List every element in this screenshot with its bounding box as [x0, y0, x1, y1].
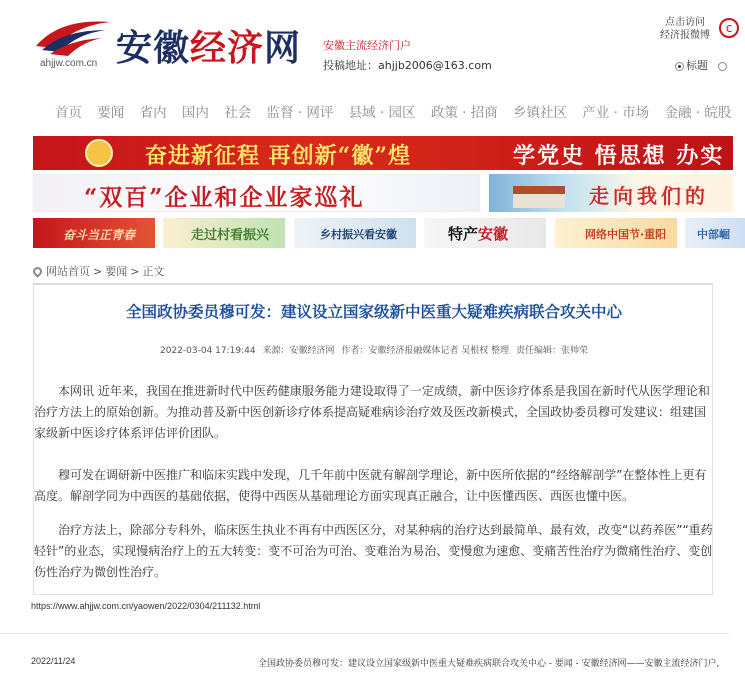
nav-item-finance[interactable]: 金融 · 皖股 [664, 105, 732, 121]
breadcrumb: 网站首页 > 要闻 > 正文 [33, 263, 167, 279]
breadcrumb-home[interactable]: 网站首页 [46, 265, 90, 278]
page-break-divider [0, 633, 729, 634]
banner-our-way[interactable] [489, 174, 733, 212]
nav-item-county[interactable]: 县域 · 园区 [348, 105, 416, 121]
nav-item-province[interactable]: 省内 [139, 105, 167, 121]
article-author: 作者：安徽经济报融媒体记者 吴根权 整理 [341, 346, 510, 356]
article-panel [33, 283, 713, 595]
print-page-title: 全国政协委员穆可发：建议设立国家级新中医重大疑难疾病联合攻关中心 - 要闻 - 安徽经济网——安徽主流经济门户, [258, 659, 720, 669]
nav-item-industry[interactable]: 产业 · 市场 [582, 105, 650, 121]
banner-enterprise-text: “双百”企业和企业家巡礼 [84, 184, 365, 211]
party-emblem-icon [85, 139, 113, 167]
weibo-icon[interactable]: c [719, 18, 739, 38]
location-pin-icon [31, 265, 44, 278]
topic-central-rise[interactable]: 中部崛 [685, 218, 745, 248]
weibo-link[interactable]: 点击访问 经济报微博 [660, 17, 710, 41]
article-editor: 责任编辑：张帅荣 [515, 346, 588, 356]
banner-party-history[interactable] [33, 136, 733, 170]
nav-item-news[interactable]: 要闻 [97, 105, 125, 121]
logo-title: 安徽经济网 [116, 27, 302, 69]
radio-title-icon[interactable] [675, 62, 684, 71]
topic-village-revival[interactable]: 走过村看振兴 [163, 218, 285, 248]
site-header [0, 0, 733, 88]
breadcrumb-section[interactable]: 要闻 [105, 265, 128, 278]
article-paragraph: 穆可发在调研新中医推广和临床实践中发现，几千年前中医就有解剖学理论，新中医所依据的“经络解剖学”在整体性上更有高度。解剖学同为中西医的基础依据，使得中西医从基础理论方面实现真正融合，让中医懂西医、西医也懂中医。 [34, 468, 707, 503]
search-type-selector[interactable] [675, 57, 729, 73]
banner-our-way-text: 走向我们的 [589, 184, 709, 208]
site-slogan: 安徽主流经济门户 [323, 39, 411, 52]
nav-item-home[interactable]: 首页 [55, 105, 82, 121]
banner-enterprise-tour[interactable] [33, 174, 480, 212]
site-logo[interactable] [30, 14, 320, 76]
topic-rural-anhui[interactable]: 乡村振兴看安徽 [294, 218, 416, 248]
banner-headline: 奋进新征程 再创新“徽”煌 [145, 143, 411, 169]
main-nav [55, 101, 742, 121]
nav-item-domestic[interactable]: 国内 [181, 105, 209, 121]
page-url: https://www.ahjjw.com.cn/yaowen/2022/0304/211132.html [31, 601, 261, 611]
banner-subheadline: 学党史 悟思想 办实 [513, 144, 725, 169]
nav-item-supervision[interactable]: 监督 · 网评 [266, 105, 334, 121]
house-illustration [513, 186, 565, 208]
article-paragraph: 治疗方法上，除部分专科外，临床医生执业不再有中西医区分，对某种病的治疗达到最简单、最有效，改变“以药养医”“重药轻针”的业态，实现慢病治疗上的五大转变：变不可治为可治、变难治为易治、变慢愈为速愈、变痛苦性治疗为微痛性治疗、变创伤性治疗为微创性治疗。 [34, 523, 713, 579]
nav-item-township[interactable]: 乡镇社区 [513, 105, 567, 121]
article-source: 来源：安徽经济网 [262, 346, 335, 356]
breadcrumb-current: 正文 [142, 265, 165, 278]
article-title: 全国政协委员穆可发：建议设立国家级新中医重大疑难疾病联合攻关中心 [125, 303, 622, 321]
topic-specialty-anhui[interactable]: 特产安徽 [424, 218, 546, 248]
nav-item-society[interactable]: 社会 [224, 105, 252, 121]
radio-title-label: 标题 [686, 59, 708, 72]
article-paragraph: 本网讯 近年来，我国在推进新时代中医药健康服务能力建设取得了一定成绩，新中医诊疗体系是我国在新时代从医学理论和治疗方法上的原始创新。为推动普及新中医创新诊疗体系提高疑难病诊治疗效及医改新模式，全国政协委员穆可发建议：组建国家级新中医诊疗体系评估评价团队。 [34, 384, 710, 440]
contact-email[interactable]: 投稿地址：ahjjb2006@163.com [323, 59, 492, 72]
print-date: 2022/11/24 [31, 656, 76, 666]
topic-youth[interactable]: 奋斗当正青春 [33, 218, 155, 248]
article-datetime: 2022-03-04 17:19:44 [160, 346, 256, 356]
radio-other-icon[interactable] [718, 62, 727, 71]
logo-domain: ahjjw.com.cn [40, 58, 98, 69]
nav-item-policy[interactable]: 政策 · 招商 [430, 105, 498, 121]
topic-double-ninth[interactable]: 网络中国节·重阳 [555, 218, 677, 248]
article-meta [34, 343, 714, 356]
logo-swoosh-icon [30, 16, 114, 58]
